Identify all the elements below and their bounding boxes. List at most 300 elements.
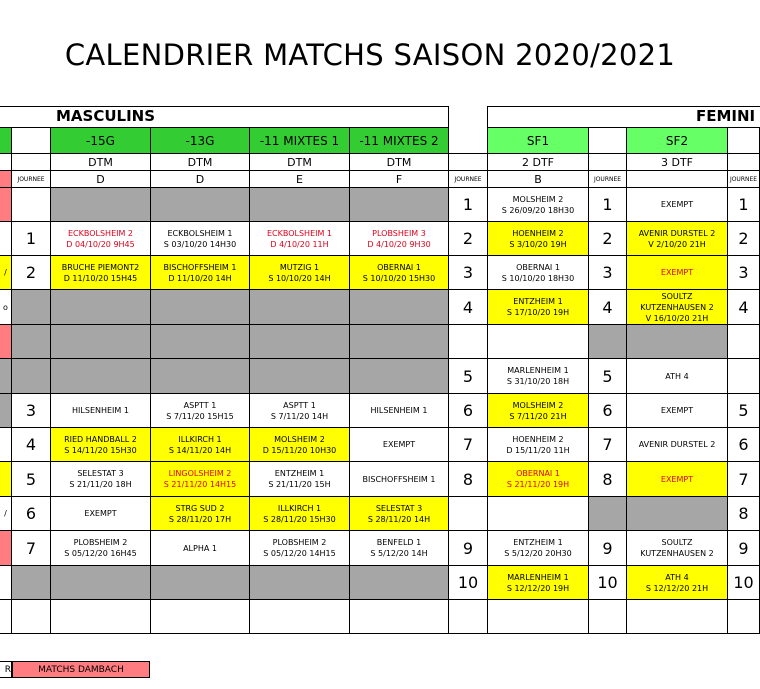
match-cell bbox=[627, 188, 728, 222]
opponent-name: PLOBSHEIM 2 bbox=[272, 538, 327, 547]
journee-number-text: 7 bbox=[738, 469, 749, 489]
empty-cell bbox=[350, 566, 449, 600]
match-cell bbox=[488, 566, 589, 600]
journee-number bbox=[589, 428, 627, 462]
journee-number bbox=[728, 462, 760, 497]
match-info bbox=[502, 262, 574, 284]
opponent-name: EXEMPT bbox=[660, 268, 694, 277]
opponent-name: MARLENHEIM 1 bbox=[507, 572, 569, 582]
team-header bbox=[250, 128, 350, 154]
match-cell bbox=[151, 394, 250, 428]
match-info bbox=[370, 537, 427, 559]
journee-number-text: 1 bbox=[25, 229, 37, 248]
journee-number-text: 10 bbox=[597, 573, 618, 592]
match-cell bbox=[250, 531, 350, 566]
opponent-name: EXEMPT bbox=[84, 509, 117, 518]
poule-label: D bbox=[195, 172, 205, 186]
journee-text: JOURNEE bbox=[729, 175, 758, 183]
journee-number bbox=[12, 462, 51, 497]
team-header bbox=[151, 128, 250, 154]
competition-label: DTM bbox=[187, 155, 213, 169]
team-name: -15G bbox=[86, 133, 115, 148]
competition-label: DTM bbox=[386, 155, 412, 169]
match-date: S 05/12/20 16H45 bbox=[64, 549, 137, 558]
empty-cell bbox=[250, 359, 350, 394]
match-info bbox=[507, 365, 569, 387]
journee-number bbox=[728, 222, 760, 256]
match-date: D 11/10/20 15H45 bbox=[63, 273, 138, 283]
competition-label: 3 DTF bbox=[660, 155, 693, 169]
match-date: S 14/11/20 14H bbox=[168, 445, 232, 455]
journee-header-blank bbox=[589, 128, 627, 154]
legend-cell-left: R bbox=[0, 661, 12, 678]
poule-header bbox=[151, 171, 250, 188]
match-cell bbox=[627, 462, 728, 497]
match-date: S 7/11/20 15H15 bbox=[166, 411, 234, 421]
match-date: D 04/10/20 9H45 bbox=[66, 239, 135, 249]
journee-number-text: 7 bbox=[602, 435, 613, 454]
match-date: V 16/10/20 21H bbox=[645, 313, 709, 323]
opponent-name: STRG SUD 2 bbox=[175, 503, 225, 513]
match-cell bbox=[627, 359, 728, 394]
empty-cell bbox=[12, 290, 51, 325]
match-info bbox=[507, 468, 569, 490]
empty-cell bbox=[250, 290, 350, 325]
journee-header-blank bbox=[12, 154, 51, 171]
journee-number bbox=[449, 531, 488, 566]
journee-number bbox=[449, 222, 488, 256]
empty-cell bbox=[151, 566, 250, 600]
match-date: D 15/11/20 10H30 bbox=[262, 445, 337, 455]
opponent-name: / bbox=[4, 509, 7, 518]
match-date: S 3/10/20 19H bbox=[509, 239, 567, 249]
opponent-name: LINGOLSHEIM 2 bbox=[168, 469, 232, 478]
match-cell bbox=[250, 394, 350, 428]
opponent-name: PLOBSHEIM 3 bbox=[372, 228, 426, 238]
match-cell bbox=[488, 394, 589, 428]
match-date: S 7/11/20 21H bbox=[509, 411, 567, 421]
match-date: KUTZENHAUSEN 2 bbox=[640, 549, 714, 558]
journee-number bbox=[728, 531, 760, 566]
journee-number bbox=[589, 290, 627, 325]
opponent-name: HILSENHEIM 1 bbox=[370, 406, 428, 415]
match-cell bbox=[151, 497, 250, 531]
match-cell bbox=[627, 290, 728, 325]
journee-number-text: 7 bbox=[25, 538, 37, 558]
match-info bbox=[64, 537, 136, 559]
match-date: S 10/10/20 14H bbox=[268, 273, 331, 283]
empty-cell bbox=[0, 359, 12, 394]
opponent-name: HOENHEIM 2 bbox=[512, 434, 564, 444]
match-info bbox=[506, 434, 569, 456]
empty-cell bbox=[51, 600, 151, 634]
match-info bbox=[164, 468, 236, 490]
poule-header bbox=[250, 171, 350, 188]
poule-label: D bbox=[96, 172, 105, 186]
match-cell bbox=[51, 428, 151, 462]
empty-cell bbox=[151, 359, 250, 394]
competition-header bbox=[151, 154, 250, 171]
team-name: -11 MIXTES 2 bbox=[359, 133, 439, 148]
poule-header bbox=[350, 171, 449, 188]
feminines-top-rule bbox=[488, 106, 760, 107]
poule-label: F bbox=[395, 172, 403, 186]
match-cell bbox=[488, 428, 589, 462]
journee-number-text: 2 bbox=[602, 229, 613, 248]
empty-cell bbox=[488, 600, 589, 634]
journee-number-text: 5 bbox=[602, 366, 613, 386]
match-info bbox=[84, 508, 116, 519]
opponent-name: OBERNAI 1 bbox=[516, 469, 560, 478]
match-date: S 17/10/20 19H bbox=[506, 308, 570, 317]
match-info bbox=[4, 508, 7, 519]
journee-number-text: 4 bbox=[462, 297, 474, 317]
journee-number-text: 1 bbox=[462, 195, 474, 214]
match-info bbox=[4, 267, 7, 278]
opponent-name: BRUCHE PIEMONT2 bbox=[61, 262, 140, 272]
match-info bbox=[183, 543, 217, 554]
match-date: S 05/12/20 14H15 bbox=[263, 549, 336, 558]
journee-label bbox=[589, 171, 627, 188]
journee-number-text: 3 bbox=[602, 263, 613, 282]
journee-number-text: 4 bbox=[738, 297, 749, 317]
empty-cell bbox=[350, 188, 449, 222]
match-cell bbox=[250, 428, 350, 462]
journee-number-text: 5 bbox=[462, 366, 474, 386]
empty-cell bbox=[0, 566, 12, 600]
competition-header bbox=[51, 154, 151, 171]
match-info bbox=[661, 267, 693, 278]
match-cell bbox=[350, 497, 449, 531]
journee-header-blank bbox=[728, 128, 760, 154]
journee-header-blank bbox=[449, 154, 488, 171]
empty-cell bbox=[0, 600, 12, 634]
poule-label: E bbox=[296, 172, 303, 186]
match-cell bbox=[151, 256, 250, 290]
journee-number-text: 2 bbox=[462, 229, 474, 248]
journee-text: JOURNEE bbox=[454, 175, 482, 183]
competition-header bbox=[250, 154, 350, 171]
feminines-left-rule bbox=[487, 106, 488, 128]
match-info bbox=[263, 503, 335, 525]
empty-cell bbox=[627, 600, 728, 634]
opponent-name: ECKBOLSHEIM 2 bbox=[67, 228, 134, 238]
opponent-name: ENTZHEIM 1 bbox=[513, 538, 563, 547]
opponent-name: EXEMPT bbox=[660, 406, 694, 415]
match-date: S 5/12/20 14H bbox=[370, 549, 428, 558]
opponent-name: MOLSHEIM 2 bbox=[512, 194, 564, 204]
journee-number-text: 7 bbox=[462, 435, 474, 454]
match-cell bbox=[250, 222, 350, 256]
journee-number-text: 9 bbox=[738, 538, 749, 558]
match-cell bbox=[350, 256, 449, 290]
opponent-name: MOLSHEIM 2 bbox=[512, 400, 564, 410]
journee-number-text: 3 bbox=[738, 263, 749, 282]
match-info bbox=[639, 228, 716, 250]
match-cell bbox=[488, 290, 589, 325]
opponent-name: HILSENHEIM 1 bbox=[72, 406, 129, 415]
journee-number bbox=[728, 428, 760, 462]
match-cell bbox=[488, 359, 589, 394]
opponent-name: OBERNAI 1 bbox=[516, 262, 560, 272]
journee-number bbox=[449, 394, 488, 428]
match-date: S 31/10/20 18H bbox=[506, 377, 570, 386]
journee-number-text: 5 bbox=[25, 469, 37, 489]
opponent-name: ALPHA 1 bbox=[183, 543, 217, 553]
match-date: KUTZENHAUSEN 2 bbox=[640, 302, 714, 312]
journee-number bbox=[12, 497, 51, 531]
opponent-name: o bbox=[3, 302, 8, 312]
match-date: D 15/11/20 11H bbox=[506, 445, 570, 455]
journee-number bbox=[449, 256, 488, 290]
journee-number bbox=[12, 428, 51, 462]
empty-cell bbox=[51, 325, 151, 359]
journee-number bbox=[728, 566, 760, 600]
empty-cell bbox=[350, 325, 449, 359]
match-date: D 4/10/20 11H bbox=[270, 239, 329, 249]
match-cell bbox=[350, 428, 449, 462]
competition-header bbox=[488, 154, 589, 171]
empty-cell bbox=[12, 188, 51, 222]
empty-cell bbox=[51, 566, 151, 600]
match-info bbox=[263, 537, 335, 559]
match-date: S 12/12/20 19H bbox=[506, 583, 570, 593]
match-date: S 28/11/20 14H bbox=[367, 514, 431, 524]
team-header bbox=[627, 128, 728, 154]
opponent-name: PLOBSHEIM 2 bbox=[73, 538, 128, 547]
match-cell bbox=[350, 394, 449, 428]
journee-text: JOURNEE bbox=[593, 175, 622, 183]
opponent-name: SELESTAT 3 bbox=[375, 503, 423, 513]
opponent-name: ASPTT 1 bbox=[183, 400, 217, 410]
empty-cell bbox=[449, 600, 488, 634]
match-cell bbox=[488, 188, 589, 222]
opponent-name: ASPTT 1 bbox=[283, 400, 316, 410]
empty-cell bbox=[728, 600, 760, 634]
match-info bbox=[371, 405, 428, 416]
match-date: S 7/11/20 14H bbox=[270, 411, 329, 421]
match-date: D 11/10/20 14H bbox=[168, 273, 232, 283]
match-cell bbox=[350, 462, 449, 497]
match-info bbox=[268, 262, 330, 284]
stub-header bbox=[0, 171, 12, 188]
journee-number bbox=[589, 462, 627, 497]
competition-label: 2 DTF bbox=[521, 155, 554, 169]
match-date: S 21/11/20 15H bbox=[268, 480, 331, 489]
journee-label bbox=[449, 171, 488, 188]
match-info bbox=[164, 262, 237, 284]
team-name: SF2 bbox=[665, 133, 689, 148]
opponent-name: ECKBOLSHEIM 1 bbox=[167, 228, 233, 238]
empty-cell bbox=[151, 188, 250, 222]
match-cell bbox=[151, 462, 250, 497]
opponent-name: ENTZHEIM 1 bbox=[513, 297, 563, 306]
journee-number bbox=[12, 222, 51, 256]
empty-cell bbox=[250, 566, 350, 600]
team-header bbox=[51, 128, 151, 154]
team-name: SF1 bbox=[526, 133, 550, 148]
match-cell bbox=[51, 222, 151, 256]
empty-cell bbox=[589, 497, 627, 531]
match-info bbox=[640, 537, 713, 559]
match-date: S 12/12/20 21H bbox=[645, 583, 709, 593]
journee-number bbox=[12, 531, 51, 566]
match-cell bbox=[250, 462, 350, 497]
empty-cell bbox=[151, 290, 250, 325]
empty-cell bbox=[250, 600, 350, 634]
empty-cell bbox=[0, 394, 12, 428]
opponent-name: ILLKIRCH 1 bbox=[178, 434, 222, 444]
team-header bbox=[350, 128, 449, 154]
match-info bbox=[72, 405, 129, 416]
opponent-name: EXEMPT bbox=[660, 200, 694, 209]
match-cell bbox=[250, 256, 350, 290]
journee-label bbox=[728, 171, 760, 188]
opponent-name: MOLSHEIM 2 bbox=[274, 434, 325, 444]
match-info bbox=[383, 439, 415, 450]
journee-number-text: 2 bbox=[738, 229, 749, 248]
team-name: -11 MIXTES 1 bbox=[259, 133, 340, 148]
match-info bbox=[3, 302, 8, 313]
match-date: S 21/11/20 18H bbox=[69, 480, 132, 489]
empty-cell bbox=[350, 359, 449, 394]
journee-number bbox=[728, 497, 760, 531]
stub-header bbox=[0, 154, 12, 171]
match-cell bbox=[51, 497, 151, 531]
match-cell bbox=[0, 497, 12, 531]
journee-number bbox=[449, 188, 488, 222]
masculins-top-rule bbox=[0, 106, 449, 107]
empty-cell bbox=[12, 566, 51, 600]
journee-number bbox=[589, 188, 627, 222]
match-cell bbox=[250, 497, 350, 531]
match-cell bbox=[51, 394, 151, 428]
journee-number bbox=[589, 531, 627, 566]
opponent-name: RIED HANDBALL 2 bbox=[64, 434, 137, 444]
journee-number bbox=[449, 359, 488, 394]
match-info bbox=[509, 400, 566, 422]
opponent-name: SOULTZ bbox=[661, 291, 693, 301]
match-info bbox=[268, 468, 330, 490]
empty-cell bbox=[151, 600, 250, 634]
empty-cell bbox=[589, 325, 627, 359]
opponent-name: ATH 4 bbox=[665, 371, 689, 381]
empty-cell bbox=[0, 462, 12, 497]
competition-header bbox=[627, 154, 728, 171]
match-cell bbox=[488, 531, 589, 566]
journee-header-blank bbox=[449, 128, 488, 154]
match-cell bbox=[627, 428, 728, 462]
journee-number bbox=[12, 256, 51, 290]
match-cell bbox=[488, 462, 589, 497]
journee-number-text: 6 bbox=[25, 504, 37, 523]
empty-cell bbox=[51, 188, 151, 222]
empty-cell bbox=[0, 188, 12, 222]
match-info bbox=[661, 405, 693, 416]
opponent-name: SELESTAT 3 bbox=[77, 469, 124, 478]
match-date: S 5/12/20 20H30 bbox=[504, 549, 572, 558]
empty-cell bbox=[151, 325, 250, 359]
empty-cell bbox=[0, 428, 12, 462]
empty-cell bbox=[627, 325, 728, 359]
journee-number bbox=[728, 290, 760, 325]
match-info bbox=[64, 434, 137, 456]
journee-number-text: 3 bbox=[25, 401, 37, 420]
match-info bbox=[169, 503, 231, 525]
match-info bbox=[271, 400, 328, 422]
opponent-name: BISCHOFFSHEIM 1 bbox=[163, 262, 237, 272]
match-info bbox=[640, 291, 713, 324]
journee-number-text: 8 bbox=[602, 469, 613, 489]
opponent-name: SOULTZ bbox=[661, 538, 693, 547]
poule-header bbox=[488, 171, 589, 188]
match-date: S 03/10/20 14H30 bbox=[163, 239, 237, 249]
empty-cell bbox=[488, 325, 589, 359]
journee-number-text: 10 bbox=[457, 573, 479, 592]
match-info bbox=[639, 439, 716, 450]
journee-label bbox=[12, 171, 51, 188]
empty-cell bbox=[0, 325, 12, 359]
journee-number-text: 1 bbox=[602, 195, 613, 214]
journee-number-text: 10 bbox=[733, 573, 754, 592]
match-info bbox=[363, 262, 435, 284]
block-separator bbox=[487, 128, 488, 634]
empty-cell bbox=[0, 531, 12, 566]
journee-number-text: 9 bbox=[602, 538, 613, 558]
empty-cell bbox=[51, 290, 151, 325]
journee-number bbox=[589, 222, 627, 256]
match-date: D 4/10/20 9H30 bbox=[367, 239, 431, 249]
journee-number bbox=[728, 188, 760, 222]
team-header bbox=[488, 128, 589, 154]
empty-cell bbox=[350, 290, 449, 325]
match-cell bbox=[0, 290, 12, 325]
match-date: S 28/11/20 17H bbox=[168, 514, 232, 524]
match-cell bbox=[627, 566, 728, 600]
opponent-name: ENTZHEIM 1 bbox=[274, 469, 325, 478]
journee-header-blank bbox=[12, 128, 51, 154]
journee-number bbox=[449, 290, 488, 325]
empty-cell bbox=[12, 600, 51, 634]
match-date: S 10/10/20 15H30 bbox=[362, 273, 436, 283]
match-info bbox=[665, 371, 688, 382]
match-info bbox=[69, 468, 131, 490]
journee-header-blank bbox=[589, 154, 627, 171]
journee-number-text: 2 bbox=[25, 263, 37, 282]
match-cell bbox=[350, 531, 449, 566]
opponent-name: HOENHEIM 2 bbox=[512, 228, 564, 238]
journee-text: JOURNEE bbox=[17, 175, 45, 183]
journee-number bbox=[12, 394, 51, 428]
empty-cell bbox=[0, 222, 12, 256]
match-cell bbox=[151, 531, 250, 566]
match-date: S 14/11/20 15H30 bbox=[64, 445, 137, 455]
match-cell bbox=[488, 256, 589, 290]
empty-cell bbox=[589, 600, 627, 634]
team-name: -13G bbox=[185, 133, 215, 148]
match-info bbox=[363, 474, 436, 485]
journee-number bbox=[728, 256, 760, 290]
journee-number-text: 1 bbox=[738, 195, 749, 214]
journee-number-text: 6 bbox=[602, 401, 613, 420]
journee-number-text: 5 bbox=[738, 401, 749, 420]
opponent-name: ILLKIRCH 1 bbox=[277, 503, 322, 513]
journee-number bbox=[589, 394, 627, 428]
match-date: S 10/10/20 18H30 bbox=[501, 273, 575, 283]
empty-cell bbox=[449, 325, 488, 359]
stub-header bbox=[0, 128, 12, 154]
match-info bbox=[507, 572, 569, 594]
